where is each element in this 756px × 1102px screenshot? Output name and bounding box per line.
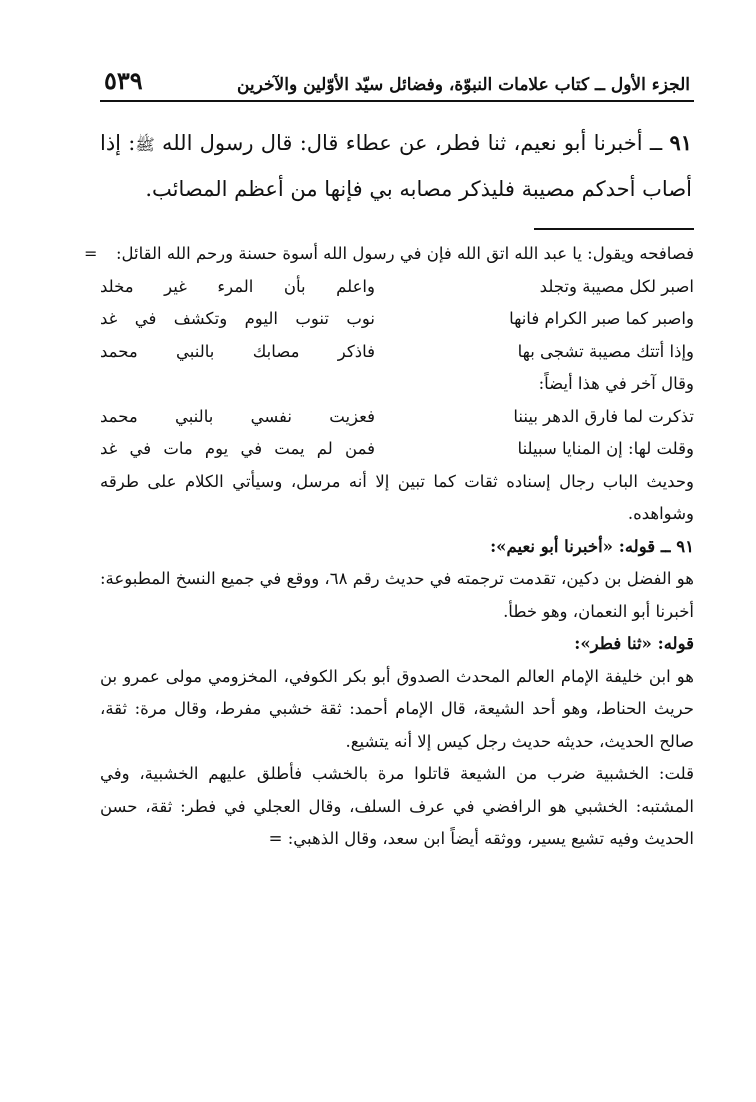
end-continuation-mark: = bbox=[268, 829, 283, 848]
hadith-text-part1: أخبرنا أبو نعيم، ثنا فطر، عن عطاء قال: قال رسول الله bbox=[161, 131, 643, 155]
poem-line bbox=[100, 433, 694, 466]
poem-hemistich-1: اصبر لكل مصيبة وتجلد bbox=[539, 276, 694, 296]
hadith-number: ٩١ bbox=[669, 130, 692, 155]
poem-hemistich-2: واعلم بأن المرء غير مخلد bbox=[100, 276, 375, 296]
poem-line bbox=[100, 303, 694, 336]
hadith-text bbox=[100, 120, 694, 212]
note1-label: ٩١ ــ قوله: «أخبرنا أبو نعيم»: bbox=[490, 536, 694, 556]
running-header bbox=[100, 60, 694, 102]
poem2-intro: وقال آخر في هذا أيضاً: bbox=[538, 374, 694, 393]
footnote-intro: فصافحه ويقول: يا عبد الله اتق الله فإن في رسول الله أسوة حسنة ورحم الله القائل: bbox=[115, 244, 694, 263]
poem-hemistich-1: تذكرت لما فارق الدهر بيننا bbox=[513, 406, 694, 426]
header-title: الجزء الأول ــ كتاب علامات النبوّة، وفضائل سيّد الأوّلين والآخرين bbox=[236, 75, 690, 95]
note2-label: قوله: «ثنا فطر»: bbox=[574, 634, 694, 653]
poem-hemistich-1: وقلت لها: إن المنايا سبيلنا bbox=[517, 439, 694, 458]
continuation-mark: = bbox=[84, 244, 98, 263]
page bbox=[84, 60, 694, 856]
poem-hemistich-2: فعزيت نفسي بالنبي محمد bbox=[100, 406, 375, 426]
poem-hemistich-2: نوب تنوب اليوم وتكشف في غد bbox=[100, 309, 375, 328]
footnote-separator bbox=[534, 228, 694, 230]
note1-text: هو الفضل بن دكين، تقدمت ترجمته في حديث رقم ٦٨، ووقع في جميع النسخ المطبوعة: أخبرنا أبو النعمان، وهو خطأ. bbox=[100, 569, 694, 621]
poem-hemistich-1: واصبر كما صبر الكرام فانها bbox=[509, 309, 694, 328]
paragraph-after-poem: وحديث الباب رجال إسناده ثقات كما تبين إلا أنه مرسل، وسيأتي الكلام على طرقه وشواهده. bbox=[100, 471, 694, 523]
poem-line bbox=[100, 271, 694, 304]
salla-symbol: ﷺ bbox=[135, 135, 155, 154]
note2-text: هو ابن خليفة الإمام العالم المحدث الصدوق أبو بكر الكوفي، المخزومي مولى عمرو بن حريث الحناط، وهو أحد الشيعة، قال الإمام أحمد: ثقة خشبي مفرط، وقال مرة: ثقة، صالح الحديث، حديثه حديث رجل كيس إلا أنه يتشيع. bbox=[100, 666, 694, 751]
poem-line bbox=[100, 336, 694, 369]
footnotes bbox=[84, 238, 694, 856]
hadith-dash: ــ bbox=[649, 131, 663, 155]
note3-text: قلت: الخشبية ضرب من الشيعة قاتلوا مرة بالخشب فأطلق عليهم الخشبية، وفي المشتبه: الخشبي هو الرافضي في عرف السلف، وقال العجلي في فطر: ثقة، حسن الحديث وفيه تشيع يسير، ووثقه أيضاً ابن سعد، وقال الذهبي: bbox=[100, 764, 694, 848]
poem-line bbox=[100, 401, 694, 434]
poem-hemistich-2: فمن لم يمت في يوم مات في غد bbox=[100, 439, 375, 458]
page-number: ٥٣٩ bbox=[104, 66, 143, 95]
hadith-text-part2: : إذا أصاب أحدكم مصيبة فليذكر مصابه بي فإنها من أعظم المصائب. bbox=[100, 131, 692, 201]
poem-hemistich-1: وإذا أتتك مصيبة تشجى بها bbox=[517, 341, 694, 361]
poem-hemistich-2: فاذكر مصابك بالنبي محمد bbox=[100, 341, 375, 361]
